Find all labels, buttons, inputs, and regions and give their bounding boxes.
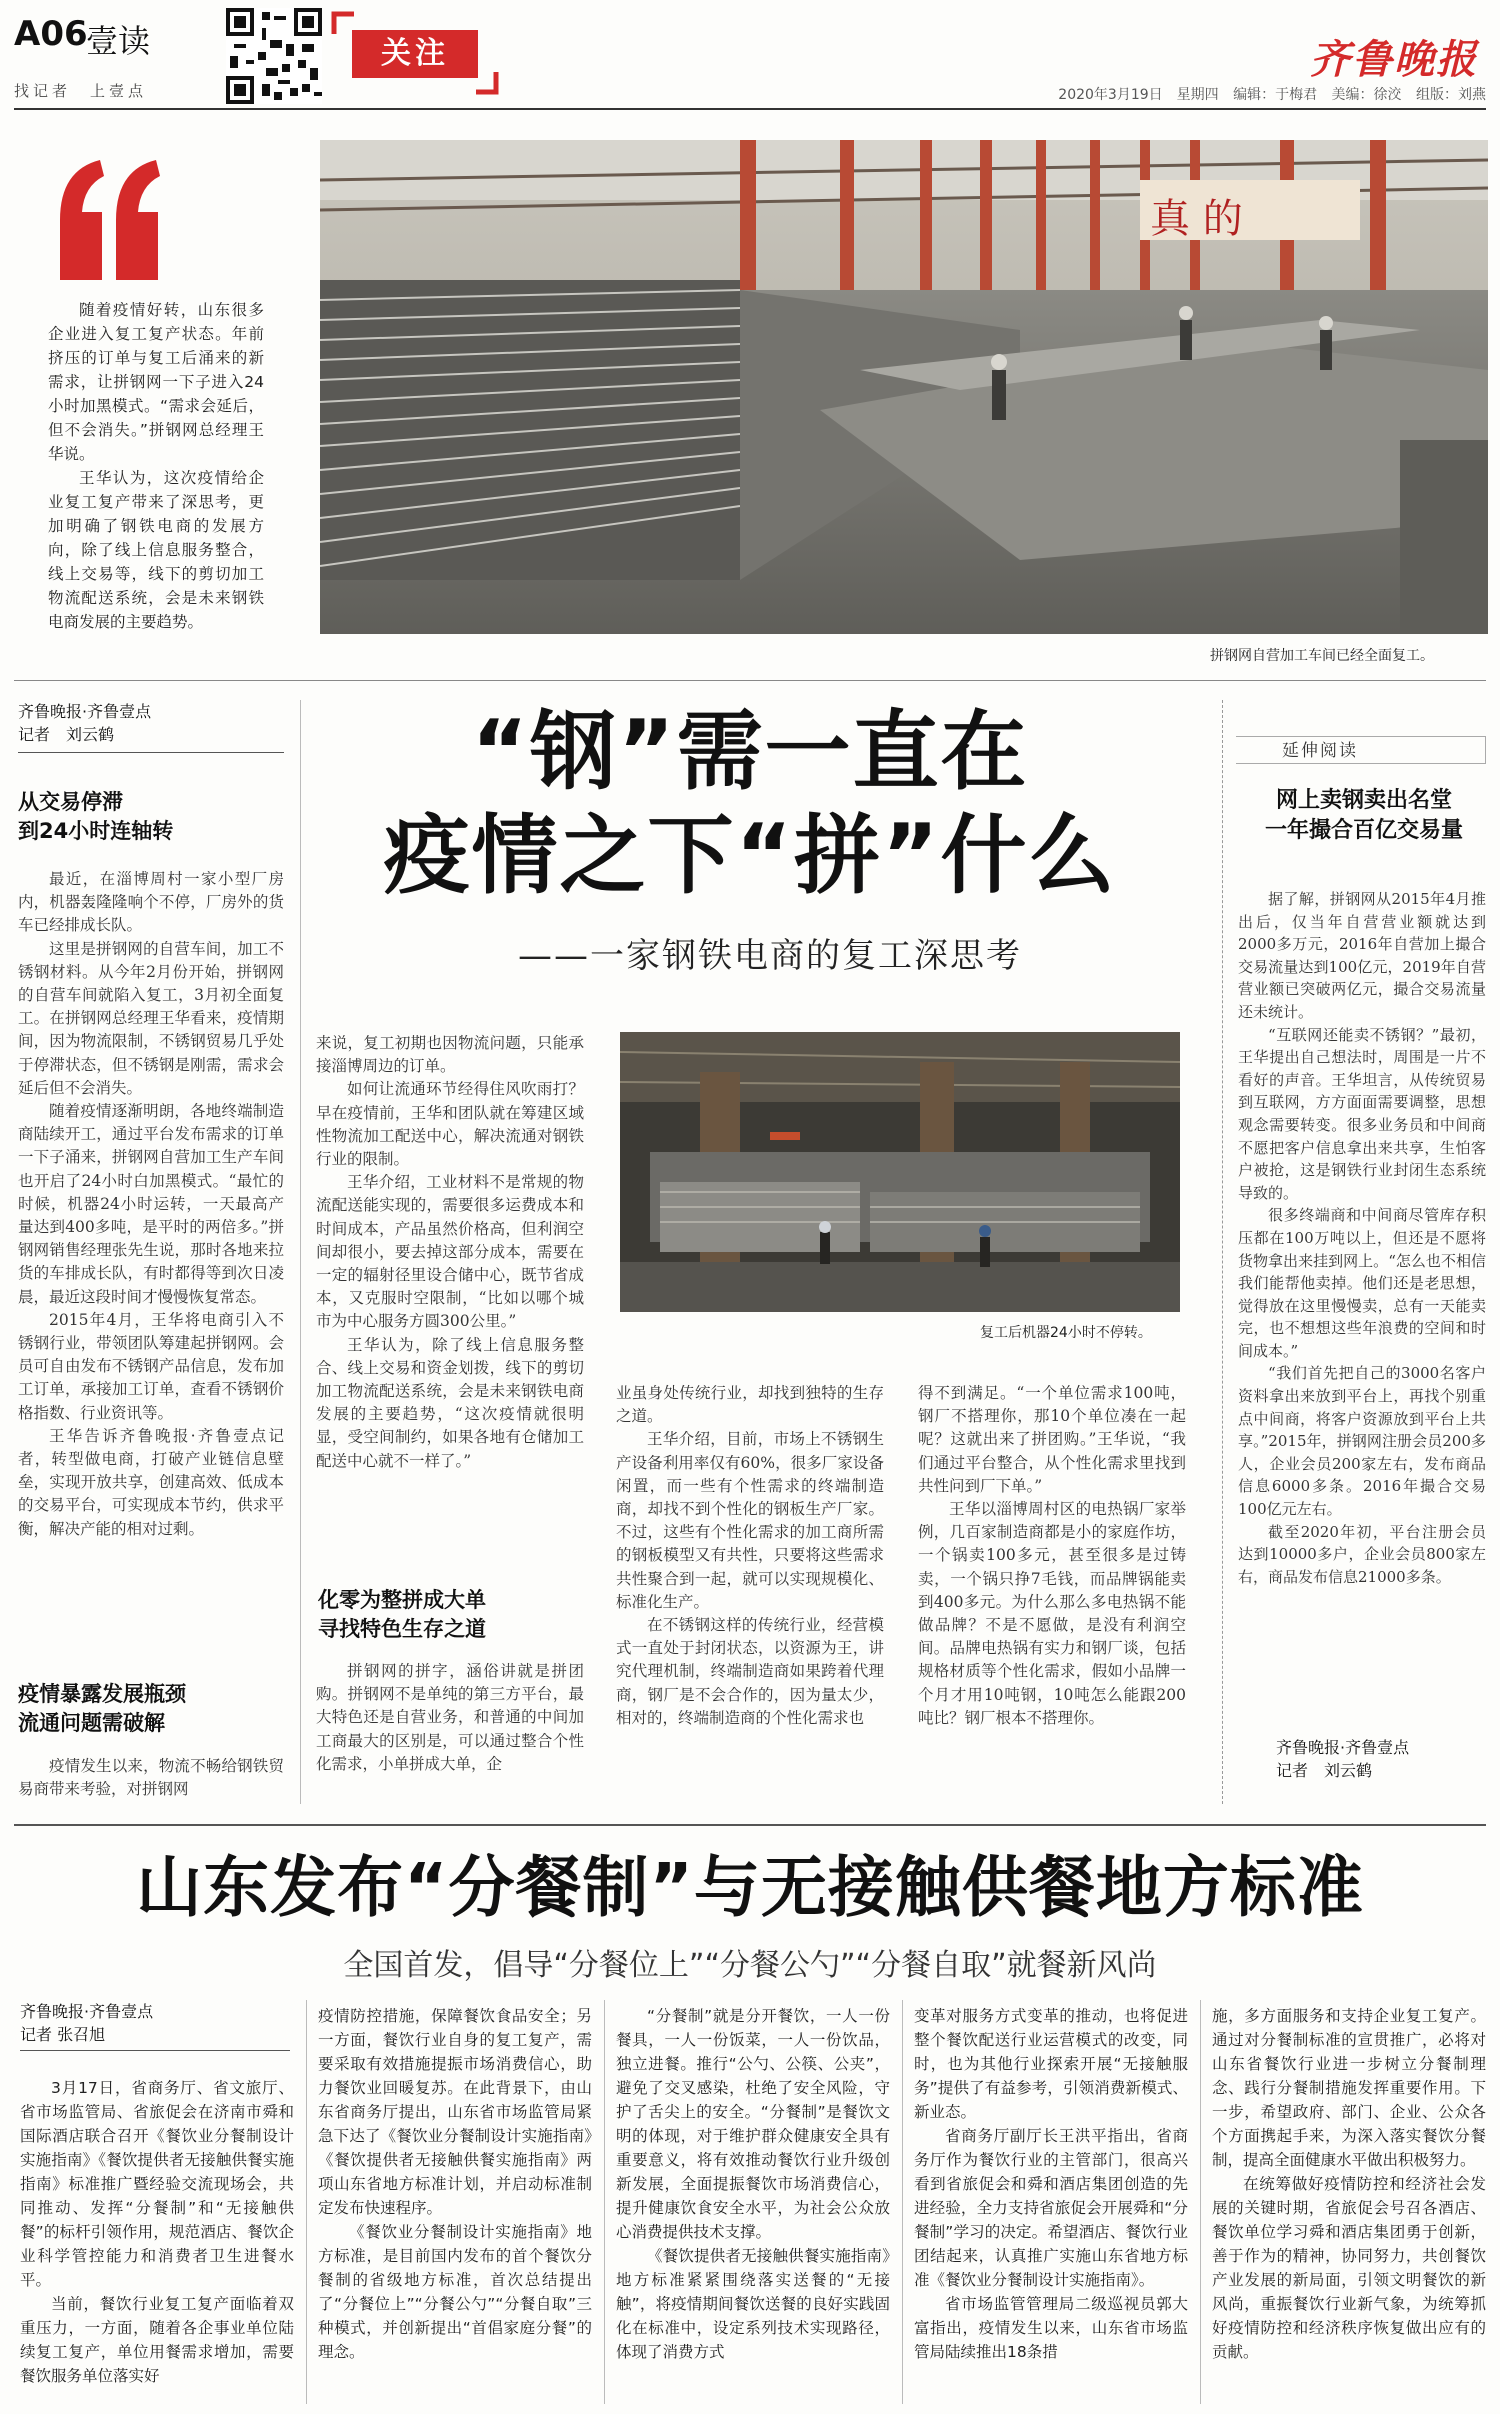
- sidebar-body: 据了解，拼钢网从2015年4月推出后，仅当年自营营业额就达到2000多万元，2016年自营加上撮合交易流量达到100亿元，2019年自营营业额已突破两亿元，撮合交易流量还未统计。 “互联网还能卖不锈钢？”最初，王华提出自己想法时，周围是一片不看好的声音。王华坦言，从传统贸易到互联网，方方面面需要调整，思想观念需要转变。很多业务员和中间商不愿把客户信息拿出来共享，生怕客户被抢，这是钢铁行业封闭生态系统导致的。 很多终端商和中间商尽管库存积压都在100万吨以上，但还是不愿将货物拿出来挂到网上。“怎么也不相信我们能帮他卖掉。他们还是老思想，觉得放在这里慢慢卖，总有一天能卖完，也不想想这些年浪费的空间和时间成本。” “我们首先把自己的3000名客户资料拿出来放到平台上，再找个别重点中间商，将客户资源放到平台上共享。”2015年，拼钢网注册会员200多人，企业会员200家左右，发布商品信息6000多条。2016年撮合交易100亿元左右。 截至2020年初，平台注册会员达到10000多户，企业会员800家左右，商品发布信息21000多条。: [1238, 890, 1486, 1586]
- subhead-1: 从交易停滞 到24小时连轴转: [18, 790, 174, 843]
- bottom-col-5: 施，多方面服务和支持企业复工复产。通过对分餐制标准的宣贯推广，必将对山东省餐饮行业进一步树立分餐制理念、践行分餐制措施发挥重要作用。下一步，希望政府、部门、企业、公众各个方面携起手来，为深入落实餐饮分餐制，提高全面健康水平做出积极努力。 在统筹做好疫情防控和经济社会发展的关键时期，省旅促会号召各酒店、餐饮单位学习舜和酒店集团勇于创新，善于作为的精神，协同努力，共创餐饮产业发展的新局面，引领文明餐饮的新风尚，重振餐饮行业新气象，为统筹抓好疫情防控和经济秩序恢复做出应有的贡献。: [1212, 2007, 1486, 2361]
- pull-quote-para: 王华认为，这次疫情给企业复工复产带来了深思考，更加明确了钢铁电商的发展方向，除了线上信息服务整合，线上交易等，线下的剪切加工物流配送系统，会是未来钢铁电商发展的主要趋势。: [48, 469, 264, 631]
- photo2-caption: 复工后机器24小时不停转。: [980, 1325, 1152, 1341]
- newspaper-logo: 齐鲁晚报: [1310, 36, 1478, 83]
- section-name: 壹读: [86, 22, 151, 60]
- pull-quote: [48, 298, 264, 634]
- story-col-1b: 疫情发生以来，物流不畅给钢铁贸易商带来考验，对拼钢网: [18, 1757, 284, 1799]
- section-tag: 关注: [352, 30, 478, 78]
- story-subheadline: ——一家钢铁电商的复工深思考: [518, 936, 1022, 976]
- masthead-rule: [14, 108, 1486, 110]
- byline-outlet: 齐鲁晚报·齐鲁壹点: [18, 702, 152, 721]
- subhead-3: 化零为整拼成大单 寻找特色生存之道: [318, 1588, 486, 1641]
- pull-quote-para: 随着疫情好转，山东很多企业进入复工复产状态。年前挤压的订单与复工后涌来的新需求，让拼钢网一下子进入24小时加黑模式。“需求会延后，但不会消失。”拼钢网总经理王华说。: [48, 301, 264, 463]
- machine-photo: [620, 1032, 1180, 1312]
- story-col-2a: 来说，复工初期也因物流问题，只能承接淄博周边的订单。 如何让流通环节经得住风吹雨打？早在疫情前，王华和团队就在筹建区域性物流加工配送中心，解决流通对钢铁行业的限制。 王华介绍，工业材料不是常规的物流配送能实现的，需要很多运费成本和时间成本，产品虽然价格高，但利润空间却很小，要去掉这部分成本，需要在一定的辐射径里设合储中心，既节省成本，又克服时空限制，“比如以哪个城市为中心服务方圆300公里。” 王华认为，除了线上信息服务整合、线上交易和资金划拨，线下的剪切加工物流配送系统，会是未来钢铁电商发展的主要趋势，“这次疫情就很明显，受空间制约，如果各地有仓储加工配送中心就不一样了。”: [316, 1034, 584, 1470]
- page-number: A06: [14, 14, 88, 54]
- photo1-caption: 拼钢网自营加工车间已经全面复工。: [1210, 648, 1434, 664]
- byline-reporter: 记者 刘云鹤: [18, 725, 115, 744]
- designer-credit: 美编：徐洨: [1331, 87, 1402, 103]
- sidebar-label: 延伸阅读: [1236, 736, 1486, 764]
- section-rule: [14, 680, 1486, 681]
- issue-date: 2020年3月19日 星期四: [1058, 87, 1219, 103]
- bottom-headline: 山东发布“分餐制”与无接触供餐地方标准: [136, 1849, 1364, 1926]
- svg-text:真 的: 真 的: [1150, 196, 1243, 242]
- story-headline: “钢”需一直在 疫情之下“拼”什么: [383, 702, 1117, 906]
- quote-mark: [50, 150, 170, 294]
- qr-code[interactable]: [226, 8, 322, 104]
- story-col-2b: 拼钢网的拼字，涵俗讲就是拼团购。拼钢网不是单纯的第三方平台，最大特色还是自营业务，和普通的中间加工商最大的区别是，可以通过整合个性化需求，小单拼成大单，企: [316, 1662, 584, 1773]
- sidebar-title: 网上卖钢卖出名堂 一年撮合百亿交易量: [1264, 788, 1463, 843]
- bottom-subheadline: 全国首发，倡导“分餐位上”“分餐公勺”“分餐自取”就餐新风尚: [343, 1948, 1157, 1983]
- story-divider: [14, 1824, 1486, 1826]
- sidebar-byline: 齐鲁晚报·齐鲁壹点 记者 刘云鹤: [1276, 1738, 1410, 1780]
- proof-credit: 组版：刘燕: [1416, 87, 1486, 103]
- story-col-3: 业虽身处传统行业，却找到独特的生存之道。 王华介绍，目前，市场上不锈钢生产设备利用率仅有60%，很多厂家设备闲置，而一些有个性需求的终端制造商，却找不到个性化的钢板生产厂家。不过，这些有个性化需求的加工商所需的钢板模型又有共性，只要将这些需求共性聚合到一起，就可以实现规模化、标准化生产。 在不锈钢这样的传统行业，经营模式一直处于封闭状态，以资源为王，讲究代理机制，终端制造商如果跨着代理商，钢厂是不会合作的，因为量太少，相对的，终端制造商的个性化需求也: [616, 1384, 884, 1727]
- bottom-col-4: 变革对服务方式变革的推动，也将促进整个餐饮配送行业运营模式的改变，同时，也为其他行业探索开展“无接触服务”提供了有益参考，引领消费新模式、新业态。 省商务厅副厅长王洪平指出，省商务厅作为餐饮行业的主管部门，很高兴看到省旅促会和舜和酒店集团创造的先进经验，全力支持省旅促会开展舜和“分餐制”学习的决定。希望酒店、餐饮行业团结起来，认真推广实施山东省地方标准《餐饮业分餐制设计实施指南》。 省市场监管管理局二级巡视员郭大富指出，疫情发生以来，山东省市场监管局陆续推出18条措: [914, 2007, 1188, 2361]
- editor-credit: 编辑：于梅君: [1233, 87, 1318, 103]
- bottom-col-1: 3月17日，省商务厅、省文旅厅、省市场监管局、省旅促会在济南市舜和国际酒店联合召开《餐饮业分餐制设计实施指南》《餐饮提供者无接触供餐实施指南》标准推广暨经验交流现场会，共同推动、发挥“分餐制”和“无接触供餐”的标杆引领作用，规范酒店、餐饮企业科学管控能力和消费者卫生进餐水平。 当前，餐饮行业复工复产面临着双重压力，一方面，随着各企事业单位陆续复工复产，单位用餐需求增加，需要餐饮服务单位落实好: [20, 2079, 294, 2385]
- story-col-4: 得不到满足。“一个单位需求100吨，钢厂不搭理你，那10个单位凑在一起呢？这就出来了拼团购。”王华说，“我们通过平台整合，从个性化需求里找到共性问到厂下单。” 王华以淄博周村区的电热锅厂家举例，几百家制造商都是小的家庭作坊，一个锅卖100多元，甚至很多是过铸卖，一个锅只挣7毛钱，而品牌锅能卖到400多元。为什么那么多电热锅不能做品牌？不是不愿做，是没有利润空间。品牌电热锅有实力和钢厂谈，包括规格材质等个性化需求，假如小品牌一个月才用10吨钢，10吨怎么能跟200吨比？钢厂根本不搭理你。: [918, 1384, 1186, 1727]
- subhead-2: 疫情暴露发展瓶颈 流通问题需破解: [18, 1682, 186, 1735]
- story-col-1a: 最近，在淄博周村一家小型厂房内，机器轰隆隆响个不停，厂房外的货车已经排成长队。 这里是拼钢网的自营车间，加工不锈钢材料。从今年2月份开始，拼钢网的自营车间就陷入复工，3月初全面复工。在拼钢网总经理王华看来，疫情期间，因为物流限制，不锈钢贸易几乎处于停滞状态，但不锈钢是刚需，需求会延后但不会消失。 随着疫情逐渐明朗，各地终端制造商陆续开工，通过平台发布需求的订单一下子涌来，拼钢网自营加工生产车间也开启了24小时白加黑模式。“最忙的时候，机器24小时运转，一天最高产量达到400多吨，是平时的两倍多。”拼钢网销售经理张先生说，那时各地来拉货的车排成长队，有时都得等到次日凌晨，最近这段时间才慢慢恢复常态。 2015年4月，王华将电商引入不锈钢行业，带领团队筹建起拼钢网。会员可自由发布不锈钢产品信息，发布加工订单，承接加工订单，查看不锈钢价格指数、行业资讯等。 王华告诉齐鲁晚报·齐鲁壹点记者，转型做电商，打破产业链信息壁垒，实现开放共享，创建高效、低成本的交易平台，可实现成本节约，供求平衡，解决产能的相对过剩。: [18, 870, 284, 1538]
- masthead-info: [1016, 84, 1486, 104]
- factory-photo: [320, 140, 1488, 634]
- bottom-byline: 齐鲁晚报·齐鲁壹点 记者 张召旭: [20, 2002, 154, 2044]
- bottom-col-3: “分餐制”就是分开餐饮，一人一份餐具，一人一份饭菜，一人一份饮品，独立进餐。推行“公勺、公筷、公夹”，避免了交叉感染，杜绝了安全风险，守护了舌尖上的安全。“分餐制”是餐饮文明的体现，对于维护群众健康安全具有重要意义，将有效推动餐饮行业升级创新发展，全面提振餐饮市场消费信心，提升健康饮食安全水平，为社会公众放心消费提供技术支撑。 《餐饮提供者无接触供餐实施指南》地方标准紧紧围绕落实送餐的“无接触”，将疫情期间餐饮送餐的良好实践固化在标准中，设定系列技术实现路径，体现了消费方式: [616, 2007, 890, 2361]
- story-byline: [18, 700, 151, 746]
- bottom-col-2: 疫情防控措施，保障餐饮食品安全；另一方面，餐饮行业自身的复工复产，需要采取有效措施提振市场消费信心，助力餐饮业回暖复苏。在此背景下，由山东省商务厅提出，山东省市场监管局紧急下达了《餐饮业分餐制设计实施指南》《餐饮提供者无接触供餐实施指南》两项山东省地方标准计划，并启动标准制定发布快速程序。 《餐饮业分餐制设计实施指南》地方标准，是目前国内发布的首个餐饮分餐制的省级地方标准，首次总结提出了“分餐位上”“分餐公勺”“分餐自取”三种模式，并创新提出“首倡家庭分餐”的理念。: [318, 2007, 592, 2361]
- masthead-motto: 找记者 上壹点: [14, 82, 148, 100]
